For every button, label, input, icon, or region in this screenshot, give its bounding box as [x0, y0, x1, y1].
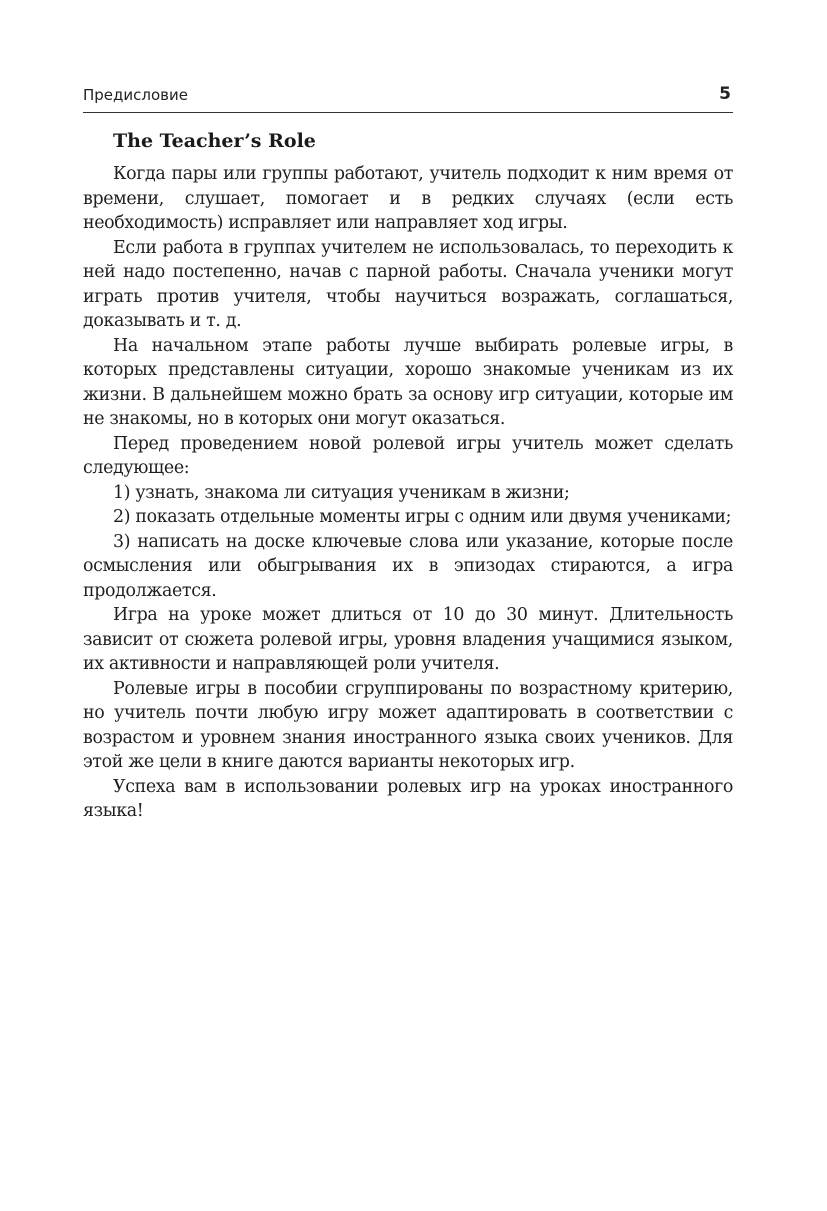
paragraph: Перед проведением новой ролевой игры учитель может сделать следующее: — [83, 433, 733, 478]
running-head — [83, 84, 733, 108]
running-title: Предисловие — [83, 86, 188, 104]
page-number: 5 — [719, 84, 731, 104]
section-heading: The Teacher’s Role — [113, 130, 316, 152]
list-item: 3) написать на доске ключевые слова или указание, которые после осмысления или обыгрывания их в эпизодах стираются, а игра продолжается. — [83, 531, 733, 601]
page-body — [83, 128, 733, 824]
paragraph: Успеха вам в использовании ролевых игр на уроках иностранного языка! — [83, 776, 733, 821]
paragraph: Когда пары или группы работают, учитель подходит к ним время от времени, слушает, помогает и в редких случаях (если есть необходимость) исправляет или направляет ход игры. — [83, 164, 733, 233]
list-item: 2) показать отдельные моменты игры с одним или двумя учениками; — [113, 507, 732, 527]
paragraph: Ролевые игры в пособии сгруппированы по возрастному критерию, но учитель почти любую игру может адаптировать в соответствии с возрастом и уровнем знания иностранного языка своих учеников. Для этой же цели в книге даются варианты некоторых игр. — [83, 678, 733, 772]
list-item: 1) узнать, знакома ли ситуация ученикам в жизни; — [113, 482, 570, 503]
paragraph: Если работа в группах учителем не использовалась, то переходить к ней надо постепенно, начав с парной работы. Сначала ученики могут играть против учителя, чтобы научиться возражать, соглашаться, доказывать и т. д. — [83, 237, 733, 331]
header-rule — [83, 112, 733, 113]
paragraph: Игра на уроке может длиться от 10 до 30 минут. Длительность зависит от сюжета ролевой игры, уровня владения учащимися языком, их активности и направляющей роли учителя. — [83, 605, 733, 674]
paragraph: На начальном этапе работы лучше выбирать ролевые игры, в которых представлены ситуации, хорошо знакомые ученикам из их жизни. В дальнейшем можно брать за основу игр ситуации, которые им не знакомы, но в которых они могут оказаться. — [83, 335, 733, 429]
